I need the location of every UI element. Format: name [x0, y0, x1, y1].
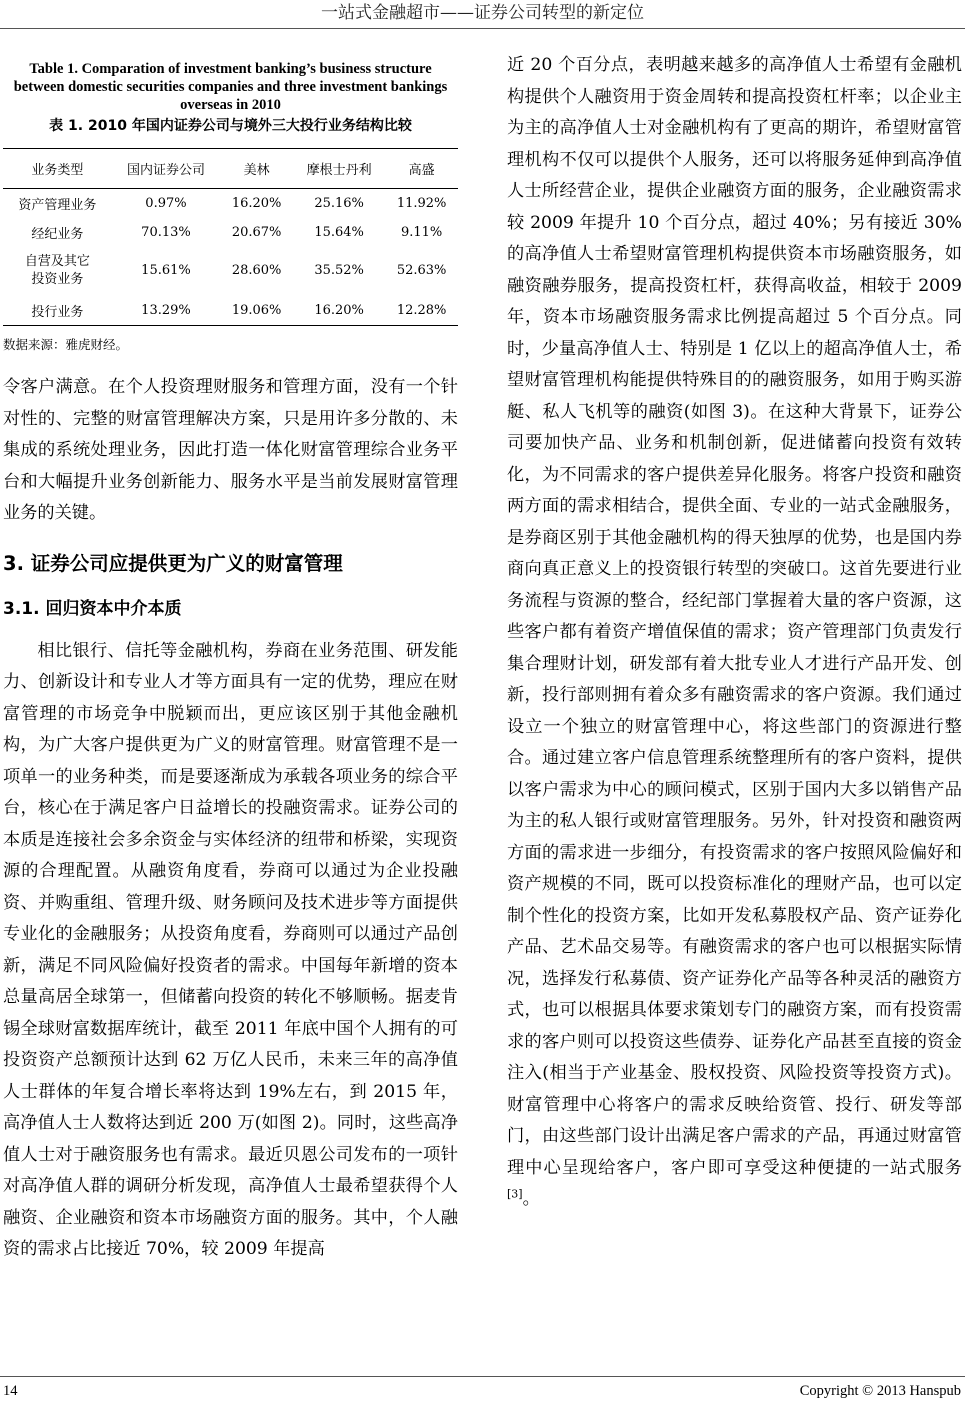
col-header-domestic: 国内证券公司	[112, 149, 221, 189]
cell-goldman: 12.28%	[385, 295, 458, 326]
cell-merrill: 19.06%	[220, 295, 293, 326]
cell-morgan: 15.64%	[314, 224, 364, 240]
table-caption-english: Table 1. Comparation of investment banking’s business structure between domestic securities companies and three investment bankings overseas in 2010	[13, 61, 448, 113]
col-header-type: 业务类型	[3, 149, 112, 189]
running-header	[0, 0, 965, 30]
section-heading: 3. 证券公司应提供更为广义的财富管理	[3, 551, 343, 575]
cell-domestic: 0.97%	[145, 195, 187, 211]
cell-goldman: 9.11%	[400, 224, 443, 240]
body-paragraph	[507, 50, 962, 1216]
cell-morgan: 25.16%	[314, 195, 364, 211]
cell-merrill: 16.20%	[231, 195, 282, 211]
cell-merrill: 20.67%	[231, 224, 282, 240]
table-row	[3, 217, 458, 247]
table-row	[3, 189, 458, 218]
table-header-row	[3, 149, 458, 189]
business-structure-table	[3, 148, 458, 326]
page-number: 14	[3, 1383, 18, 1399]
cell-morgan: 35.52%	[314, 263, 364, 278]
cell-type	[3, 247, 112, 295]
citation-reference[interactable]: [3]	[507, 1187, 523, 1201]
cell-goldman: 52.63%	[396, 263, 447, 278]
cell-merrill: 28.60%	[231, 263, 282, 278]
header-rule	[0, 28, 965, 29]
table-caption-chinese: 表 1. 2010 年国内证券公司与境外三大投行业务结构比较	[49, 118, 412, 134]
cell-morgan: 16.20%	[293, 295, 385, 326]
cell-domestic: 70.13%	[141, 224, 191, 240]
copyright-notice: Copyright © 2013 Hanspub	[799, 1383, 961, 1399]
footer-rule	[0, 1376, 965, 1377]
cell-domestic: 15.61%	[141, 263, 191, 278]
cell-type-line2: 投资业务	[31, 272, 84, 287]
running-title: 一站式金融超市——证券公司转型的新定位	[321, 3, 644, 23]
table-row	[3, 247, 458, 295]
body-text-end: 。	[522, 1189, 540, 1209]
table-source-note: 数据来源：雅虎财经。	[3, 337, 129, 352]
cell-type: 资产管理业务	[18, 197, 97, 213]
cell-goldman: 11.92%	[396, 195, 447, 211]
body-paragraph: 相比银行、信托等金融机构，券商在业务范围、研发能力、创新设计和专业人才等方面具有一定的优势，理应在财富管理的市场竞争中脱颖而出，更应该区别于其他金融机构，为广大客户提供更为广义的财富管理。财富管理不是一项单一的业务种类，而是要逐渐成为承载各项业务的综合平台，核心在于满足客户日益增长的投融资需求。证券公司的本质是连接社会多余资金与实体经济的纽带和桥梁，实现资源的合理配置。从融资角度看，券商可以通过为企业投融资、并购重组、管理升级、财务顾问及技术进步等方面提供专业化的金融服务；从投资角度看，券商则可以通过产品创新，满足不同风险偏好投资者的需求。中国每年新增的资本总量高居全球第一，但储蓄向投资的转化不够顺畅。据麦肯锡全球财富数据库统计，截至 2011 年底中国个人拥有的可投资资产总额预计达到 62 万亿人民币，未来三年的高净值人士群体的年复合增长率将达到 19%左右，到 2015 年，高净值人士人数将达到近 200 万(如图 2)。同时，这些高净值人士对于融资服务也有需求。最近贝恩公司发布的一项针对高净值人群的调研分析发现，高净值人士最希望获得个人融资、企业融资和资本市场融资方面的服务。其中，个人融资的需求占比接近 70%，较 2009 年提高	[3, 640, 458, 1259]
cell-type-line1: 自营及其它	[24, 254, 90, 269]
body-paragraph: 令客户满意。在个人投资理财服务和管理方面，没有一个针对性的、完整的财富管理解决方案，只是用许多分散的、未集成的系统处理业务，因此打造一体化财富管理综合业务平台和大幅提升业务创新能力、服务水平是当前发展财富管理业务的关键。	[3, 377, 458, 523]
table-row	[3, 295, 458, 326]
left-column	[3, 50, 458, 1355]
col-header-goldman: 高盛	[385, 149, 458, 189]
body-text: 近 20 个百分点，表明越来越多的高净值人士希望有金融机构提供个人融资用于资金周转和提高投资杠杆率；以企业主为主的高净值人士对金融机构有了更高的期许，希望财富管理机构不仅可以提供个人服务，还可以将服务延伸到高净值人士所经营企业，提供企业融资方面的服务，企业融资需求较 2009 年提升 10 个百分点，超过 40%；另有接近 30%的高净值人士希望财富管理机构提供资本市场融资服务，如融资融券服务，提高投资杠杆，获得高收益，相较于 2009 年，资本市场融资服务需求比例提高超过 5 个百分点。同时，少量高净值人士、特别是 1 亿以上的超高净值人士，希望财富管理机构能提供特殊目的的融资服务，如用于购买游艇、私人飞机等的融资(如图 3)。在这种大背景下，证券公司要加快产品、业务和机制创新，促进储蓄向投资有效转化，为不同需求的客户提供差异化服务。将客户投资和融资两方面的需求相结合，提供全面、专业的一站式金融服务，是券商区别于其他金融机构的得天独厚的优势，也是国内券商向真正意义上的投资银行转型的突破口。这首先要进行业务流程与资源的整合，经纪部门掌握着大量的客户资源，这些客户都有着资产增值保值的需求；资产管理部门负责发行集合理财计划，研发部有着大批专业人才进行产品开发、创新，投行部则拥有着众多有融资需求的客户资源。我们通过设立一个独立的财富管理中心，将这些部门的资源进行整合。通过建立客户信息管理系统整理所有的客户资料，提供以客户需求为中心的顾问模式，区别于国内大多以销售产品为主的私人银行或财富管理服务。另外，针对投资和融资两方面的需求进一步细分，有投资需求的客户按照风险偏好和资产规模的不同，既可以投资标准化的理财产品，也可以定制个性化的投资方案，比如开发私募股权产品、资产证券化产品、艺术品交易等。有融资需求的客户也可以根据实际情况，选择发行私募债、资产证券化产品等各种灵活的融资方式，也可以根据具体要求策划专门的融资方案，而有投资需求的客户则可以投资这些债券、证券化产品甚至直接的资金注入(相当于产业基金、股权投资、风险投资等投资方式)。财富管理中心将客户的需求反映给资管、投行、研发等部门，由这些部门设计出满足客户需求的产品，再通过财富管理中心呈现给客户，客户即可享受这种便捷的一站式服务	[507, 55, 962, 1178]
col-header-morgan: 摩根士丹利	[293, 149, 385, 189]
cell-domestic: 13.29%	[112, 295, 221, 326]
col-header-merrill: 美林	[220, 149, 293, 189]
right-column	[507, 50, 962, 1355]
cell-type: 经纪业务	[31, 226, 84, 242]
subsection-heading: 3.1. 回归资本中介本质	[3, 598, 182, 619]
cell-type: 投行业务	[3, 295, 112, 326]
